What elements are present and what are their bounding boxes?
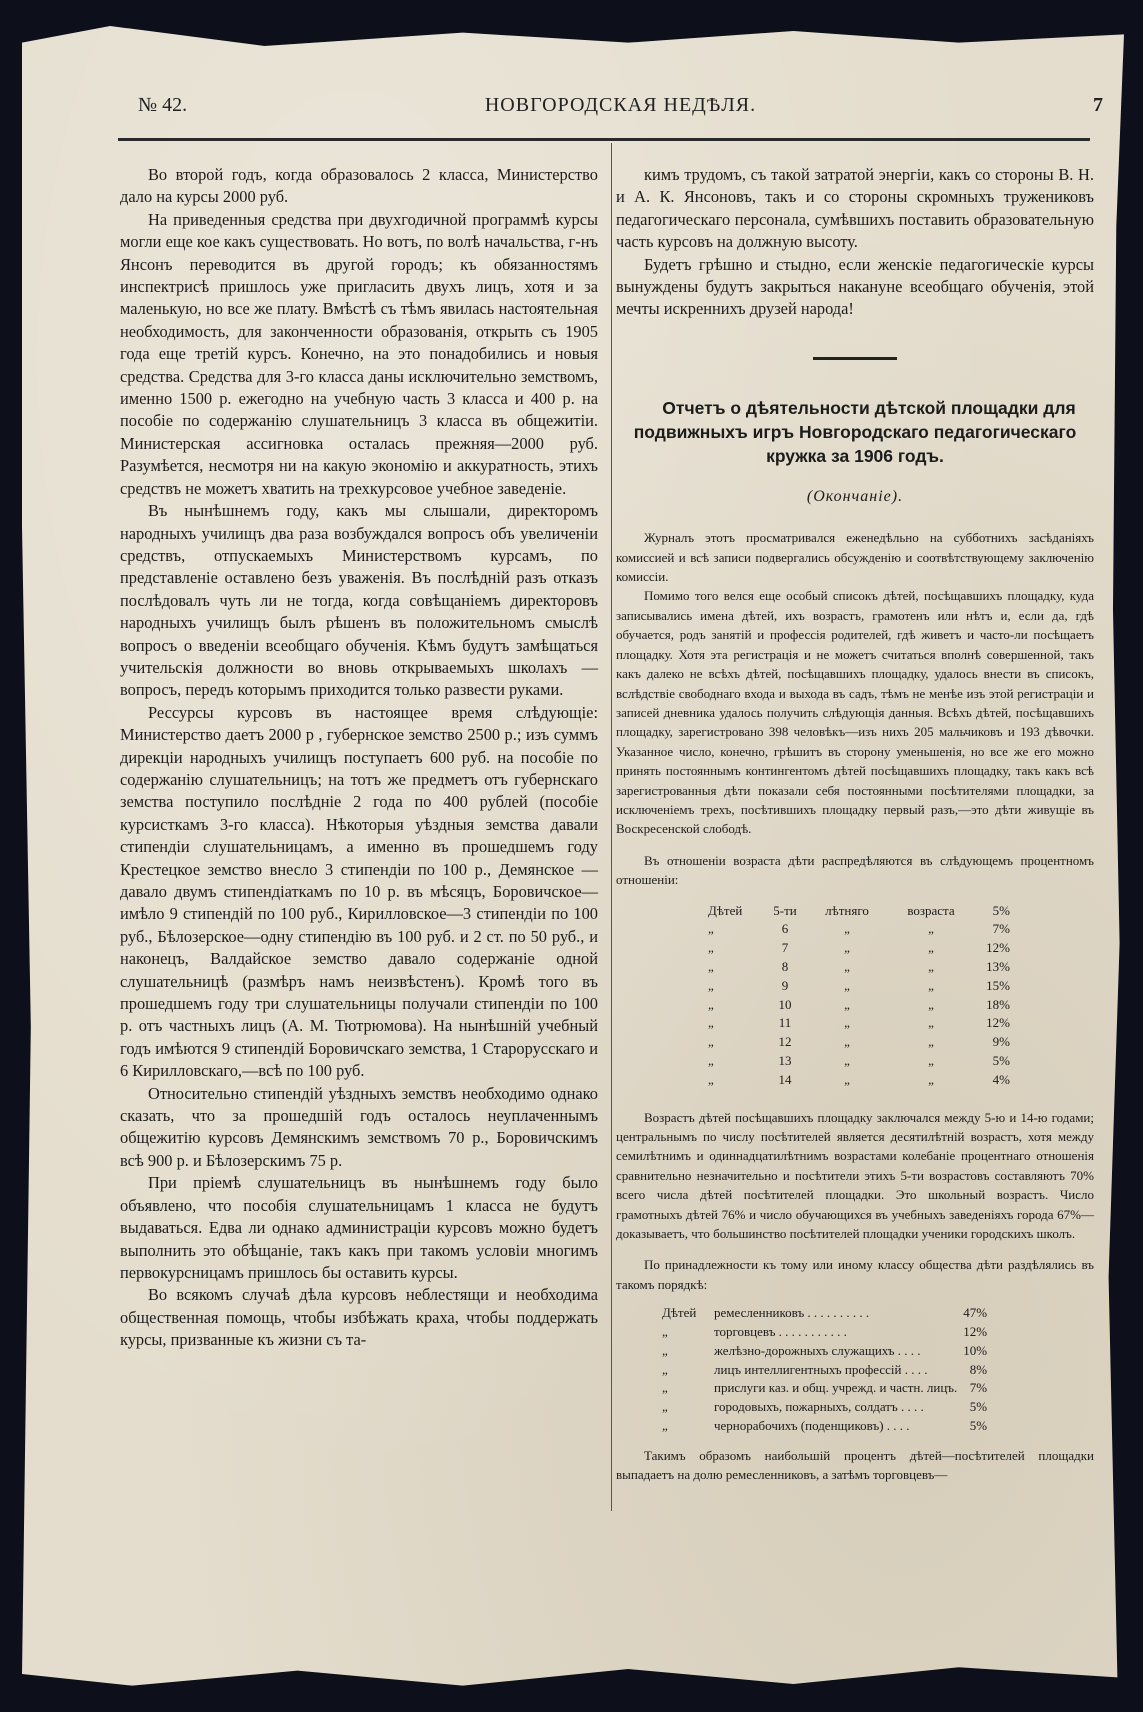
left-column (120, 164, 598, 1352)
paragraph: кимъ трудомъ, съ такой затратой энергіи, какъ со стороны В. Н. и А. К. Янсоновъ, такъ и со стороны скромныхъ тружениковъ педагогическаго персонала, сумѣвшихъ поставить образовательную часть курсовъ на должную высоту. (616, 165, 1094, 252)
table-row (662, 1323, 987, 1342)
table-cell: „ (708, 1034, 714, 1050)
table-cell: 12% (963, 1323, 988, 1339)
paragraph: Будетъ грѣшно и стыдно, если женскіе педагогическіе курсы вынуждены будутъ закрыться накануне всеобщаго обученія, этой мечты искреннихъ друзей народа! (616, 254, 1094, 319)
table-cell: Дѣтей (662, 1305, 697, 1321)
table-cell: 7% (969, 1380, 988, 1396)
table-cell: 9% (992, 1034, 1010, 1050)
table-cell: „ (662, 1399, 668, 1415)
table-row (708, 996, 1010, 1015)
table-cell: 9 (781, 977, 789, 993)
table-cell: „ (662, 1323, 668, 1339)
table-cell: „ (844, 958, 850, 974)
table-cell: „ (708, 958, 714, 974)
table-cell: „ (844, 1071, 850, 1087)
table-cell: „ (844, 940, 850, 956)
table-cell: „ (708, 921, 714, 937)
paragraph: Въ нынѣшнемъ году, какъ мы слышали, директоромъ народныхъ училищъ два раза возбуждался вопросъ объ увеличеніи средствъ, отпускаемыхъ Министерствомъ курсамъ, по представленіе оставлено безъ уваженія. Въ послѣдній разъ отказъ послѣдовалъ чуть ли не тогда, когда совѣщаніемъ директоровъ народныхъ училищъ былъ рѣшенъ въ положительномъ смыслѣ вопросъ о введеніи всеобщаго обученія. Кѣмъ будутъ замѣщаться учительскія должности во вновь открываемыхъ школахъ — вопросъ, передъ которымъ приходится только развести руками. (120, 501, 598, 700)
table-row (708, 1014, 1010, 1033)
table-cell: лѣтняго (825, 902, 869, 918)
table-cell: 5% (992, 902, 1010, 918)
class-table (662, 1304, 987, 1436)
table-cell: „ (662, 1342, 668, 1358)
table-row (708, 1033, 1010, 1052)
table-cell: 10 (778, 996, 792, 1012)
table-cell: 8% (969, 1361, 988, 1377)
table-cell: 13% (986, 958, 1010, 974)
table-cell: 6 (781, 921, 789, 937)
table-cell: торговцевъ . . . . . . . . . . . (714, 1323, 847, 1339)
table-cell: „ (708, 1071, 714, 1087)
table-cell: 7% (992, 921, 1010, 937)
table-cell: „ (662, 1361, 668, 1377)
table-cell: „ (708, 940, 714, 956)
issue-number: № 42. (138, 94, 188, 116)
table-row (662, 1417, 987, 1436)
table-cell: 7 (781, 940, 789, 956)
paragraph: Въ отношеніи возраста дѣти распредѣляются въ слѣдующемъ процентномъ отношеніи: (616, 852, 1094, 888)
report-body (616, 528, 1094, 1484)
table-cell: лицъ интеллигентныхъ профессій . . . . (714, 1361, 928, 1377)
paragraph: Рессурсы курсовъ въ настоящее время слѣдующіе: Министерство даетъ 2000 р , губернское земство 2500 р.; изъ суммъ дирекціи народныхъ училищъ поступаетъ 600 руб. на пособіе по содержанію слушательницъ; на тотъ же предметъ отъ губернскаго земства поступило послѣдніе 2 года по 400 рублей (пособіе курсисткамъ 3-го класса). Нѣкоторыя уѣздныя земства давали стипендіи слушательницамъ, а именно въ прошедшемъ году Крестецкое земство внесло 3 стипендіи по 100 р., Демянское — давало двумъ стипендіаткамъ по 10 р. въ мѣсяцъ, Боровичское—имѣло 9 стипендій по 100 руб., Кирилловское—3 стипендіи по 100 руб., Бѣлозерское—одну стипендію въ 100 руб. и 2 ст. по 50 руб., и наконецъ, Валдайское земство давало содержаніе одной слушательницѣ (размѣръ намъ неизвѣстенъ). Кромѣ того въ прошедшемъ году три слушательницы получали стипендіи по 100 р. отъ частныхъ лицъ (А. М. Тютрюмова). На нынѣшній учебный годъ имѣются 9 стипендій Боровичскаго земства, 1 Старорусскаго и 6 Кирилловскаго,—всѣ по 100 руб. (120, 702, 598, 1081)
table-cell: 13 (778, 1052, 792, 1068)
table-cell: „ (708, 996, 714, 1012)
table-cell: 5% (992, 1052, 1010, 1068)
table-cell: „ (928, 921, 934, 937)
table-row (708, 902, 1010, 921)
table-cell: 18% (986, 996, 1010, 1012)
table-cell: прислуги каз. и общ. учрежд. и частн. лицъ. (714, 1380, 958, 1396)
page-number: 7 (1093, 94, 1103, 116)
table-cell: „ (928, 1034, 934, 1050)
page-header (138, 94, 1103, 118)
table-cell: желѣзно-дорожныхъ служащихъ . . . . (714, 1342, 921, 1358)
table-cell: „ (844, 1015, 850, 1031)
table-row (708, 977, 1010, 996)
table-cell: „ (928, 958, 934, 974)
table-cell: 11 (778, 1015, 792, 1031)
table-cell: „ (844, 1034, 850, 1050)
table-row (708, 939, 1010, 958)
paragraph: Помимо того велся еще особый списокъ дѣтей, посѣщавшихъ площадку, куда записывались имена дѣтей, ихъ возрастъ, грамотенъ или нѣтъ и, если да, гдѣ обучается, родъ занятій и профессія родителей, гдѣ живетъ и часто-ли посѣщаетъ площадку. Хотя эта регистрація и не можетъ считаться вполнѣ совершенной, такъ какъ далеко не всѣхъ дѣтей, посѣщавшихъ площадку, удалось внести въ списокъ, вслѣдствіе свободнаго входа и выхода въ садъ, тѣмъ не менѣе изъ этой регистраціи и записей дневника удалось получить слѣдующія данныя. Всѣхъ дѣтей, посѣщавшихъ площадку, зарегистровано 398 человѣкъ—изъ нихъ 205 мальчиковъ и 193 дѣвочки. Указанное число, конечно, грѣшитъ въ сторону уменьшенія, но все же его можно принять постояннымъ контингентомъ дѣтей посѣщавшихъ площадку, такъ какъ всѣ зарегистрованныя дѣти показали себя постоянными посѣтителями площадки, за исключеніемъ трехъ, посѣтившихъ площадку первый разъ,—это дѣти живущіе въ Воскресенской слободѣ. (616, 588, 1094, 837)
table-row (708, 920, 1010, 939)
paragraph: По принадлежности къ тому или иному классу общества дѣти раздѣлялись въ такомъ порядкѣ: (616, 1257, 1094, 1292)
table-row (708, 958, 1010, 977)
table-cell: „ (844, 996, 850, 1012)
paragraph: Такимъ образомъ наибольшій процентъ дѣтей—посѣтителей площадки выпадаетъ на долю ремесленниковъ, а затѣмъ торговцевъ— (616, 1447, 1094, 1483)
table-cell: „ (708, 977, 714, 993)
table-cell: „ (708, 1052, 714, 1068)
table-cell: „ (662, 1417, 668, 1433)
table-cell: ремесленниковъ . . . . . . . . . . (714, 1305, 870, 1321)
table-cell: „ (844, 921, 850, 937)
table-cell: 5-ти (773, 902, 797, 918)
table-cell: „ (928, 977, 934, 993)
table-cell: „ (662, 1380, 668, 1396)
table-cell: „ (928, 1015, 934, 1031)
table-cell: 10% (963, 1342, 988, 1358)
table-cell: 47% (963, 1305, 988, 1321)
table-cell: „ (928, 1071, 934, 1087)
table-cell: 5% (969, 1417, 988, 1433)
age-table (708, 902, 1010, 1090)
table-cell: „ (928, 940, 934, 956)
table-row (662, 1398, 987, 1417)
table-cell: 12 (778, 1034, 792, 1050)
table-row (662, 1361, 987, 1380)
table-cell: „ (844, 977, 850, 993)
table-cell: „ (928, 996, 934, 1012)
table-cell: 8 (781, 958, 789, 974)
table-row (662, 1342, 987, 1361)
table-cell: „ (844, 1052, 850, 1068)
table-cell: городовыхъ, пожарныхъ, солдатъ . . . . (714, 1399, 924, 1415)
table-row (662, 1379, 987, 1398)
paragraph: Относительно стипендій уѣздныхъ земствъ необходимо однако сказать, что за прошедшій годъ осталось неуплаченнымъ общежитію курсовъ Демянскимъ земствомъ 70 р., Боровичскимъ всѣ 900 р. и Бѣлозерскимъ 75 р. (120, 1083, 598, 1170)
right-column (616, 164, 1094, 1485)
table-cell: чернорабочихъ (поденщиковъ) . . . . (714, 1417, 910, 1433)
table-cell: 12% (986, 940, 1010, 956)
paragraph: Журналъ этотъ просматривался еженедѣльно на субботнихъ засѣданіяхъ комиссией и всѣ записи подвергались обсужденію и соотвѣтствующему заключенію комиссіи. (616, 530, 1094, 585)
header-rule (118, 138, 1090, 141)
table-cell: 14 (778, 1071, 792, 1087)
table-cell: 15% (986, 977, 1010, 993)
table-cell: „ (708, 1015, 714, 1031)
paragraph: Во второй годъ, когда образовалось 2 класса, Министерство дало на курсы 2000 руб. (120, 165, 598, 207)
table-cell: 12% (986, 1015, 1010, 1031)
table-row (708, 1052, 1010, 1071)
column-divider (611, 143, 612, 1511)
table-row (708, 1071, 1010, 1090)
table-cell: возраста (907, 902, 955, 918)
table-cell: „ (928, 1052, 934, 1068)
paragraph: Возрастъ дѣтей посѣщавшихъ площадку заключался между 5-ю и 14-ю годами; центральнымъ по числу посѣтителей является десятилѣтній возрастъ, хотя между семилѣтнимъ и одиннадцатилѣтнимъ возрастами колебаніе процентнаго отношенія сравнительно незначительно и посѣтители этихъ 5-ти возрастовъ составляютъ 70% всего числа дѣтей посѣтителей площадки. Это школьный возрастъ. Число грамотныхъ дѣтей 76% и число обучающихся въ учебныхъ заведеніяхъ города 67%—доказываетъ, что большинство посѣтителей площадки ученики городскихъ школъ. (616, 1109, 1094, 1241)
table-cell: 5% (969, 1399, 988, 1415)
section-divider (813, 357, 897, 360)
table-cell: 4% (992, 1071, 1010, 1087)
report-subtitle: (Окончаніе). (806, 487, 904, 505)
table-row (662, 1304, 987, 1323)
table-cell: Дѣтей (708, 902, 743, 918)
report-title: Отчетъ о дѣятельности дѣтской площадки для подвижныхъ игръ Новгородскаго педагогическаго кружка за 1906 годъ. (633, 397, 1077, 466)
paragraph: При пріемѣ слушательницъ въ нынѣшнемъ году было объявлено, что пособія слушательницамъ 1 класса не будутъ выдаваться. Едва ли однако администраціи курсовъ можно будетъ выполнить это обѣщаніе, такъ какъ при такомъ условіи многимъ первокурсницамъ пришлось бы оставить курсы. (120, 1173, 598, 1282)
newspaper-title: НОВГОРОДСКАЯ НЕДѢЛЯ. (484, 94, 757, 116)
paragraph: Во всякомъ случаѣ дѣла курсовъ неблестящи и необходима общественная помощь, чтобы избѣжать краха, чтобы поддержать курсы, призванные къ жизни съ та- (120, 1285, 598, 1350)
paragraph: На приведенныя средства при двухгодичной программѣ курсы могли еще кое какъ существовать. Но вотъ, по волѣ начальства, г-нъ Янсонъ переводится въ другой городъ; къ обязанностямъ инспектрисѣ пришлось уже пригласить двухъ лицъ, хотя и за маленькую, но все же плату. Вмѣстѣ съ тѣмъ явилась настоятельная необходимость, для законченности образованія, открыть съ 1905 года еще третій курсъ. Конечно, на это понадобились и новыя средства. Средства для 3-го класса даны исключительно земствомъ, именно 1500 р. ежегодно на учебную часть 3 класса и 400 р. на пособіе по содержанію слушательницъ 3 класса въ общежитіи. Министерская ассигновка осталась прежняя—2000 руб. Разумѣется, несмотря ни на какую экономію и аккуратность, этихъ средствъ не можетъ хватить на трехкурсовое учебное заведеніе. (120, 209, 598, 498)
